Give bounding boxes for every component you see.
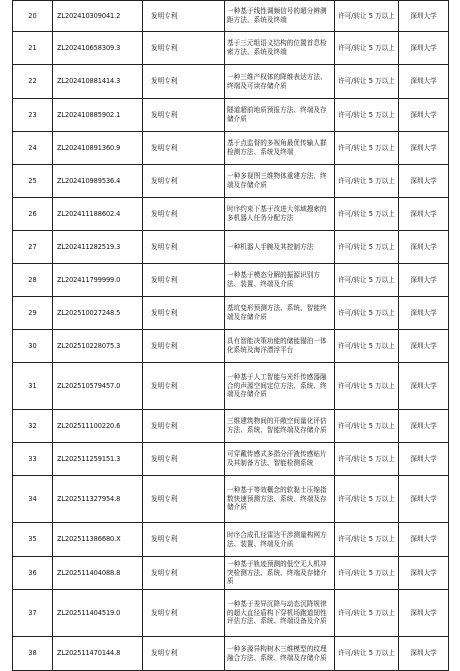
patent-owner: 深圳大学 xyxy=(399,198,449,231)
patent-number: ZL202410989536.4 xyxy=(53,165,143,198)
transfer-mode: 许可/转让 5 万以上 xyxy=(335,330,399,363)
patent-number: ZL202511404519.0 xyxy=(53,590,143,637)
patent-owner: 深圳大学 xyxy=(399,363,449,410)
row-number: 24 xyxy=(13,132,53,165)
patent-owner: 深圳大学 xyxy=(399,476,449,523)
table-row xyxy=(13,557,449,590)
patent-owner: 深圳大学 xyxy=(399,231,449,264)
patent-type: 发明专利 xyxy=(143,590,225,637)
patent-number: ZL202510579457.0 xyxy=(53,363,143,410)
patent-owner: 深圳大学 xyxy=(399,443,449,476)
patent-title: 时序约束下基于改进大邻域搜索的多机器人任务分配方法 xyxy=(225,198,335,231)
row-number: 23 xyxy=(13,99,53,132)
table-row xyxy=(13,132,449,165)
patent-owner: 深圳大学 xyxy=(399,557,449,590)
patent-number: ZL202510027248.5 xyxy=(53,297,143,330)
row-number: 27 xyxy=(13,231,53,264)
transfer-mode: 许可/转让 5 万以上 xyxy=(335,297,399,330)
patent-number: ZL202510228075.3 xyxy=(53,330,143,363)
table-row xyxy=(13,590,449,637)
patent-title: 可穿戴传感式多指分汗液传感贴片及其制备方法、智能检测系统 xyxy=(225,443,335,476)
patent-title: 一种基于轨迹预测的低空无人机冲突检测方法、系统、终端及存储介质 xyxy=(225,557,335,590)
transfer-mode: 许可/转让 5 万以上 xyxy=(335,523,399,557)
transfer-mode: 许可/转让 5 万以上 xyxy=(335,590,399,637)
transfer-mode: 许可/转让 5 万以上 xyxy=(335,32,399,65)
patent-type: 发明专利 xyxy=(143,363,225,410)
patent-title: 时序合成孔径雷达干涉测量构网方法、装置、终端及介质 xyxy=(225,523,335,557)
table-row xyxy=(13,523,449,557)
patent-number: ZL202410658309.3 xyxy=(53,32,143,65)
table-row xyxy=(13,1,449,32)
patent-type: 发明专利 xyxy=(143,165,225,198)
patent-title: 一种三维产权体的降维表达方法、终端及可读存储介质 xyxy=(225,65,335,99)
patent-type: 发明专利 xyxy=(143,65,225,99)
patent-title: 一种多源异构树木三维模型的纹理融合方法、系统、终端及存储介质 xyxy=(225,637,335,671)
patent-type: 发明专利 xyxy=(143,297,225,330)
patent-owner: 深圳大学 xyxy=(399,523,449,557)
table-row xyxy=(13,264,449,297)
transfer-mode: 许可/转让 5 万以上 xyxy=(335,165,399,198)
patent-owner: 深圳大学 xyxy=(399,99,449,132)
patent-owner: 深圳大学 xyxy=(399,165,449,198)
table-row xyxy=(13,330,449,363)
patent-number: ZL202511470144.8 xyxy=(53,637,143,671)
patent-type: 发明专利 xyxy=(143,443,225,476)
patent-number: ZL202410309041.2 xyxy=(53,1,143,32)
transfer-mode: 许可/转让 5 万以上 xyxy=(335,99,399,132)
transfer-mode: 许可/转让 5 万以上 xyxy=(335,264,399,297)
row-number: 25 xyxy=(13,165,53,198)
patent-type: 发明专利 xyxy=(143,198,225,231)
patent-owner: 深圳大学 xyxy=(399,32,449,65)
patent-type: 发明专利 xyxy=(143,637,225,671)
patent-table xyxy=(12,0,449,671)
table-row xyxy=(13,65,449,99)
row-number: 30 xyxy=(13,330,53,363)
patent-title: 一种多视图三维物体重建方法、终端及存储介质 xyxy=(225,165,335,198)
row-number: 31 xyxy=(13,363,53,410)
patent-owner: 深圳大学 xyxy=(399,410,449,443)
patent-owner: 深圳大学 xyxy=(399,132,449,165)
patent-type: 发明专利 xyxy=(143,32,225,65)
transfer-mode: 许可/转让 5 万以上 xyxy=(335,443,399,476)
patent-owner: 深圳大学 xyxy=(399,330,449,363)
row-number: 38 xyxy=(13,637,53,671)
patent-owner: 深圳大学 xyxy=(399,590,449,637)
table-row xyxy=(13,637,449,671)
table-row xyxy=(13,165,449,198)
patent-title: 一种基于线性调频信号的超分辨测距方法、系统及终端 xyxy=(225,1,335,32)
row-number: 33 xyxy=(13,443,53,476)
patent-title: 基于点监督的多视角最优传输人群检测方法、系统及终端 xyxy=(225,132,335,165)
patent-title: 一种基于模态分解的振源识别方法、装置、终端及介质 xyxy=(225,264,335,297)
transfer-mode: 许可/转让 5 万以上 xyxy=(335,476,399,523)
patent-table-body xyxy=(13,1,449,671)
patent-title: 具有智能决策功能的储能锚泊一体化系统及海洋漂浮平台 xyxy=(225,330,335,363)
transfer-mode: 许可/转让 5 万以上 xyxy=(335,363,399,410)
table-row xyxy=(13,32,449,65)
patent-title: 一种基于等效概念的软黏土压缩指数快速预测方法、系统、终端及存储介质 xyxy=(225,476,335,523)
row-number: 20 xyxy=(13,1,53,32)
table-row xyxy=(13,443,449,476)
table-row xyxy=(13,198,449,231)
patent-title: 一种基于差异沉降与动态沉降规律的超大直径盾构下穿机场跑道韧性评估方法、系统、终端设备及介质 xyxy=(225,590,335,637)
patent-number: ZL202511404088.8 xyxy=(53,557,143,590)
patent-owner: 深圳大学 xyxy=(399,297,449,330)
patent-owner: 深圳大学 xyxy=(399,264,449,297)
patent-type: 发明专利 xyxy=(143,1,225,32)
row-number: 37 xyxy=(13,590,53,637)
transfer-mode: 许可/转让 5 万以上 xyxy=(335,410,399,443)
patent-number: ZL202411282519.3 xyxy=(53,231,143,264)
transfer-mode: 许可/转让 5 万以上 xyxy=(335,198,399,231)
row-number: 29 xyxy=(13,297,53,330)
row-number: 22 xyxy=(13,65,53,99)
patent-type: 发明专利 xyxy=(143,476,225,523)
patent-number: ZL202511327954.8 xyxy=(53,476,143,523)
patent-type: 发明专利 xyxy=(143,523,225,557)
transfer-mode: 许可/转让 5 万以上 xyxy=(335,1,399,32)
patent-number: ZL202511386680.X xyxy=(53,523,143,557)
patent-title: 隧道超前地质预报方法、终端及存储介质 xyxy=(225,99,335,132)
row-number: 21 xyxy=(13,32,53,65)
table-row xyxy=(13,476,449,523)
patent-number: ZL202411799999.0 xyxy=(53,264,143,297)
transfer-mode: 许可/转让 5 万以上 xyxy=(335,231,399,264)
transfer-mode: 许可/转让 5 万以上 xyxy=(335,557,399,590)
row-number: 28 xyxy=(13,264,53,297)
patent-owner: 深圳大学 xyxy=(399,1,449,32)
patent-title: 一种机器人手腕及其控制方法 xyxy=(225,231,335,264)
patent-title: 基坑变形预测方法、系统、智能终端及存储介质 xyxy=(225,297,335,330)
table-row xyxy=(13,231,449,264)
patent-number: ZL202511100220.6 xyxy=(53,410,143,443)
transfer-mode: 许可/转让 5 万以上 xyxy=(335,65,399,99)
patent-type: 发明专利 xyxy=(143,557,225,590)
patent-type: 发明专利 xyxy=(143,99,225,132)
row-number: 36 xyxy=(13,557,53,590)
transfer-mode: 许可/转让 5 万以上 xyxy=(335,132,399,165)
table-row xyxy=(13,363,449,410)
transfer-mode: 许可/转让 5 万以上 xyxy=(335,637,399,671)
patent-title: 三维建筑物间的开敞空间量化评估方法、系统、智能终端及存储介质 xyxy=(225,410,335,443)
patent-type: 发明专利 xyxy=(143,330,225,363)
patent-number: ZL202511259151.3 xyxy=(53,443,143,476)
row-number: 35 xyxy=(13,523,53,557)
patent-type: 发明专利 xyxy=(143,264,225,297)
table-row xyxy=(13,297,449,330)
patent-number: ZL202410885902.1 xyxy=(53,99,143,132)
patent-number: ZL202411188602.4 xyxy=(53,198,143,231)
patent-type: 发明专利 xyxy=(143,410,225,443)
patent-type: 发明专利 xyxy=(143,231,225,264)
row-number: 26 xyxy=(13,198,53,231)
patent-number: ZL202410881414.3 xyxy=(53,65,143,99)
row-number: 34 xyxy=(13,476,53,523)
table-row xyxy=(13,410,449,443)
patent-title: 一种基于人工智能与光纤传感器融合的声源空间定位方法、系统、终端及存储介质 xyxy=(225,363,335,410)
patent-owner: 深圳大学 xyxy=(399,65,449,99)
patent-type: 发明专利 xyxy=(143,132,225,165)
table-row xyxy=(13,99,449,132)
patent-title: 基于三元组语义结构的位置首息检索方法、系统及终端 xyxy=(225,32,335,65)
patent-owner: 深圳大学 xyxy=(399,637,449,671)
row-number: 32 xyxy=(13,410,53,443)
patent-number: ZL202410891360.9 xyxy=(53,132,143,165)
